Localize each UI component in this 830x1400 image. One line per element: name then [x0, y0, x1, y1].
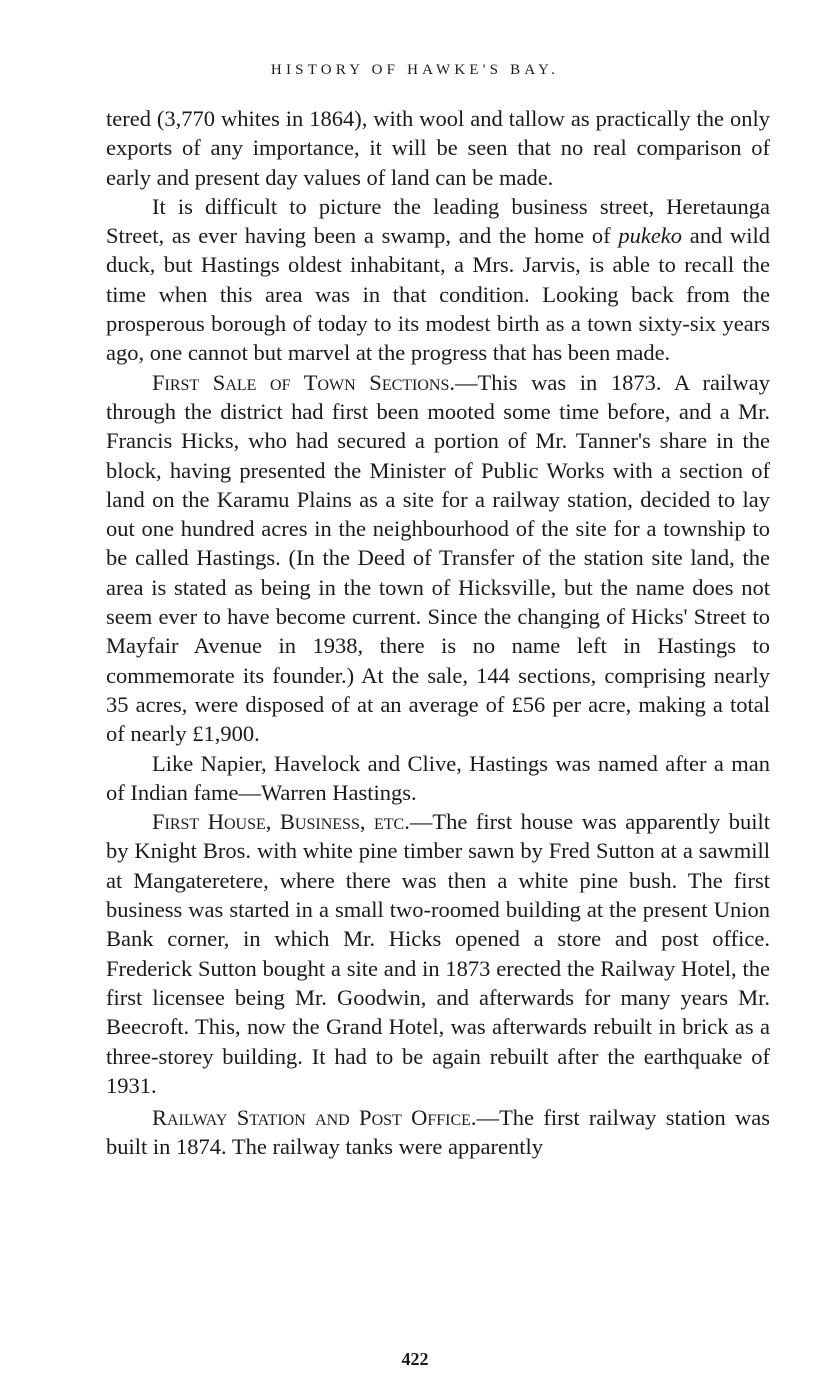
- paragraph-1-text: tered (3,770 whites in 1864), with wool and tallow as practically the only exports of any importance, it will be seen that no real comparison of early and present day values of land can be made.: [106, 106, 770, 190]
- running-head: HISTORY OF HAWKE'S BAY.: [270, 62, 560, 78]
- section-heading-railway-station: Railway Station and Post Office.: [152, 1105, 477, 1131]
- paragraph-2-emphasis: pukeko: [618, 223, 683, 249]
- paragraph-2-text-after: and wild duck, but Hastings oldest inhabitant, a Mrs. Jarvis, is able to recall the time when this area was in that condition. Looking back from the prosperous borough of today to its modest birth as a town sixty-six years ago, one cannot but marvel at the progress that has been made.: [106, 223, 770, 366]
- paragraph-1: [106, 104, 770, 192]
- paragraph-2-text-before: It is difficult to picture the leading business street, Heretaunga Street, as ever having been a swamp, and the home of: [106, 193, 770, 249]
- section-heading-first-house: First House, Business, etc.: [152, 809, 410, 835]
- section-heading-first-sale: First Sale of Town Sections.: [152, 369, 456, 395]
- paragraph-5: [106, 807, 770, 1100]
- paragraph-4: [106, 749, 770, 808]
- paragraph-5-text: —The first house was apparently built by Knight Bros. with white pine timber sawn by Fred Sutton at a sawmill at Mangateretere, where there was then a white pine bush. The first business was started in a small two-roomed building at the present Union Bank corner, in which Mr. Hicks opened a store and post office. Frederick Sutton bought a site and in 1873 erected the Railway Hotel, the first licensee being Mr. Goodwin, and afterwards for many years Mr. Beecroft. This, now the Grand Hotel, was afterwards rebuilt in brick as a three-storey building. It had to be again rebuilt after the earthquake of 1931.: [106, 809, 770, 1098]
- paragraph-6: [106, 1103, 770, 1162]
- body-text: [106, 104, 770, 1162]
- paragraph-6-text: —The first railway station was built in 1874. The railway tanks were apparently: [106, 1105, 770, 1160]
- page-number: 422: [401, 1349, 429, 1369]
- paragraph-3: [106, 368, 770, 749]
- paragraph-4-text: Like Napier, Havelock and Clive, Hastings was named after a man of Indian fame—Warren Hastings.: [106, 750, 770, 805]
- paragraph-2: [106, 192, 770, 368]
- paragraph-3-text: —This was in 1873. A railway through the district had first been mooted some time before, and a Mr. Francis Hicks, who had secured a portion of Mr. Tanner's share in the block, having presented the Minister of Public Works with a section of land on the Karamu Plains as a site for a railway station, decided to lay out one hundred acres in the neighbourhood of the site for a township to be called Hastings. (In the Deed of Transfer of the station site land, the area is stated as being in the town of Hicksville, but the name does not seem ever to have become current. Since the changing of Hicks' Street to Mayfair Avenue in 1938, there is no name left in Hastings to commemorate its founder.) At the sale, 144 sections, comprising nearly 35 acres, were disposed of at an average of £56 per acre, making a total of nearly £1,900.: [106, 369, 771, 747]
